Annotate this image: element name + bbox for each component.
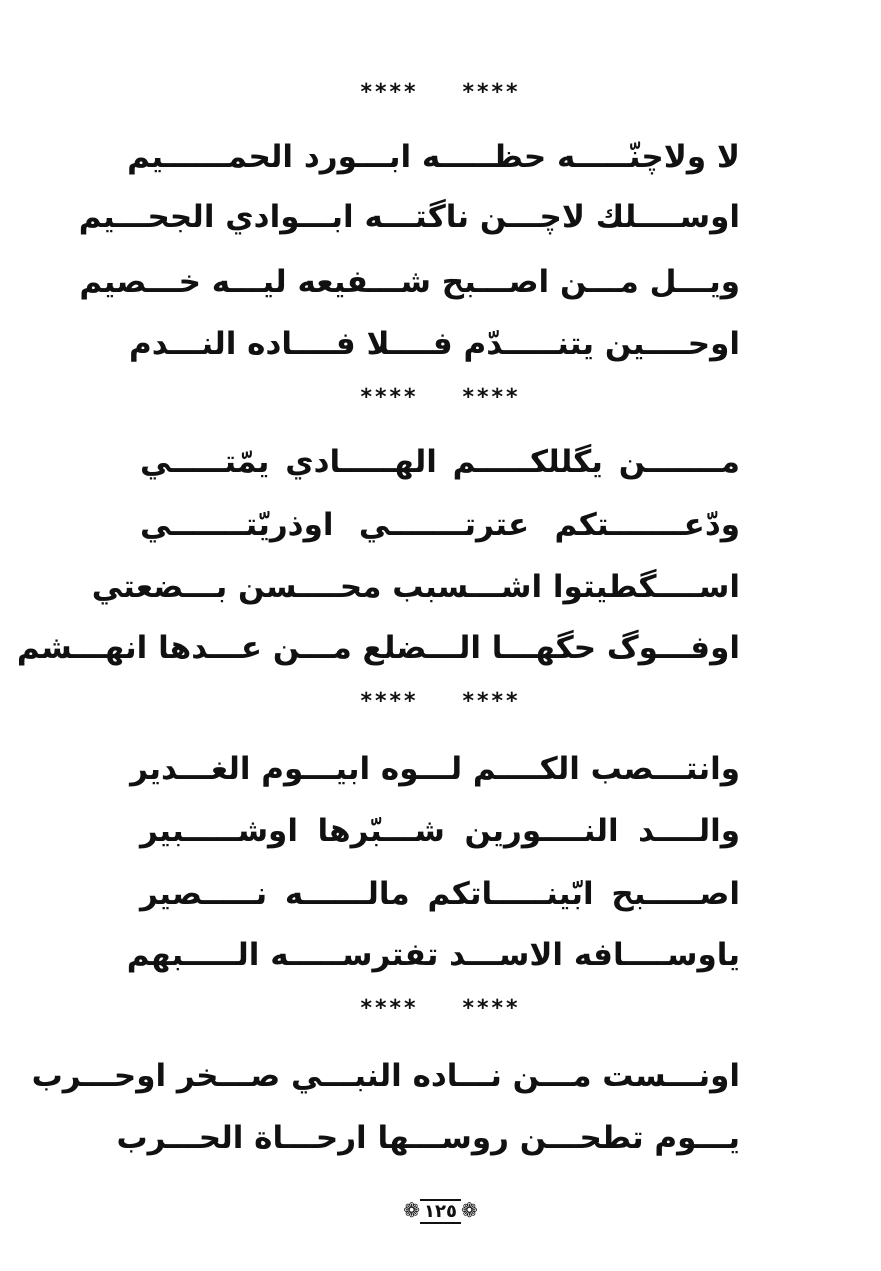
verse-line: اونـــست مـــن نـــاده النبـــي صـــخر اوحـــرب xyxy=(31,1058,740,1094)
stanza-separator: **** **** xyxy=(360,385,521,410)
verse-line: وانتـــصب الكــــم لـــوه ابيـــوم الغـــدير xyxy=(130,751,740,787)
ornament-icon: ❁ xyxy=(403,1198,421,1222)
ornament-icon: ❁ xyxy=(460,1198,478,1222)
verse-line: ويـــل مـــن اصـــبح شـــفيعه ليـــه خـــصيم xyxy=(79,264,740,300)
verse-line: اوســــلك لاچـــن ناگتـــه ابـــوادي الجحـــيم xyxy=(78,199,740,235)
verse-line: والــــد النــــورين شـــبّرها اوشـــــبير xyxy=(140,813,740,849)
page-number-value: ١٢٥ xyxy=(420,1199,461,1224)
verse-line: يـــوم تطحـــن روســـها ارحـــاة الحـــرب xyxy=(116,1120,740,1156)
stanza-separator: **** **** xyxy=(360,80,521,105)
page-number xyxy=(0,1198,881,1224)
verse-line: اســــگطيتوا اشـــسبب محــــسن بـــضعتي xyxy=(91,569,740,605)
verse-line: ياوســــافه الاســـد تفترســـــه الـــــبهم xyxy=(126,937,740,973)
verse-line: اوحــــين يتنـــــدّم فــــلا فــــاده النـــدم xyxy=(129,326,740,362)
verse-line: اصـــــبح ابّينـــــاتكم مالــــــه نـــــصير xyxy=(140,876,740,912)
verse-line: مـــــــن يگللكـــــم الهـــــادي يمّتـــــي xyxy=(140,444,740,480)
verse-line: ودّعـــــــتكم عترتـــــــي اوذريّتـــــــي xyxy=(140,507,740,543)
verse-line: اوفـــوگ حگهـــا الـــضلع مـــن عـــدها انهـــشم xyxy=(16,630,740,666)
stanza-separator: **** **** xyxy=(360,996,521,1021)
verse-line: لا ولاچنّـــــه حظـــــه ابـــورد الحمــــــيم xyxy=(127,139,740,175)
stanza-separator: **** **** xyxy=(360,689,521,714)
